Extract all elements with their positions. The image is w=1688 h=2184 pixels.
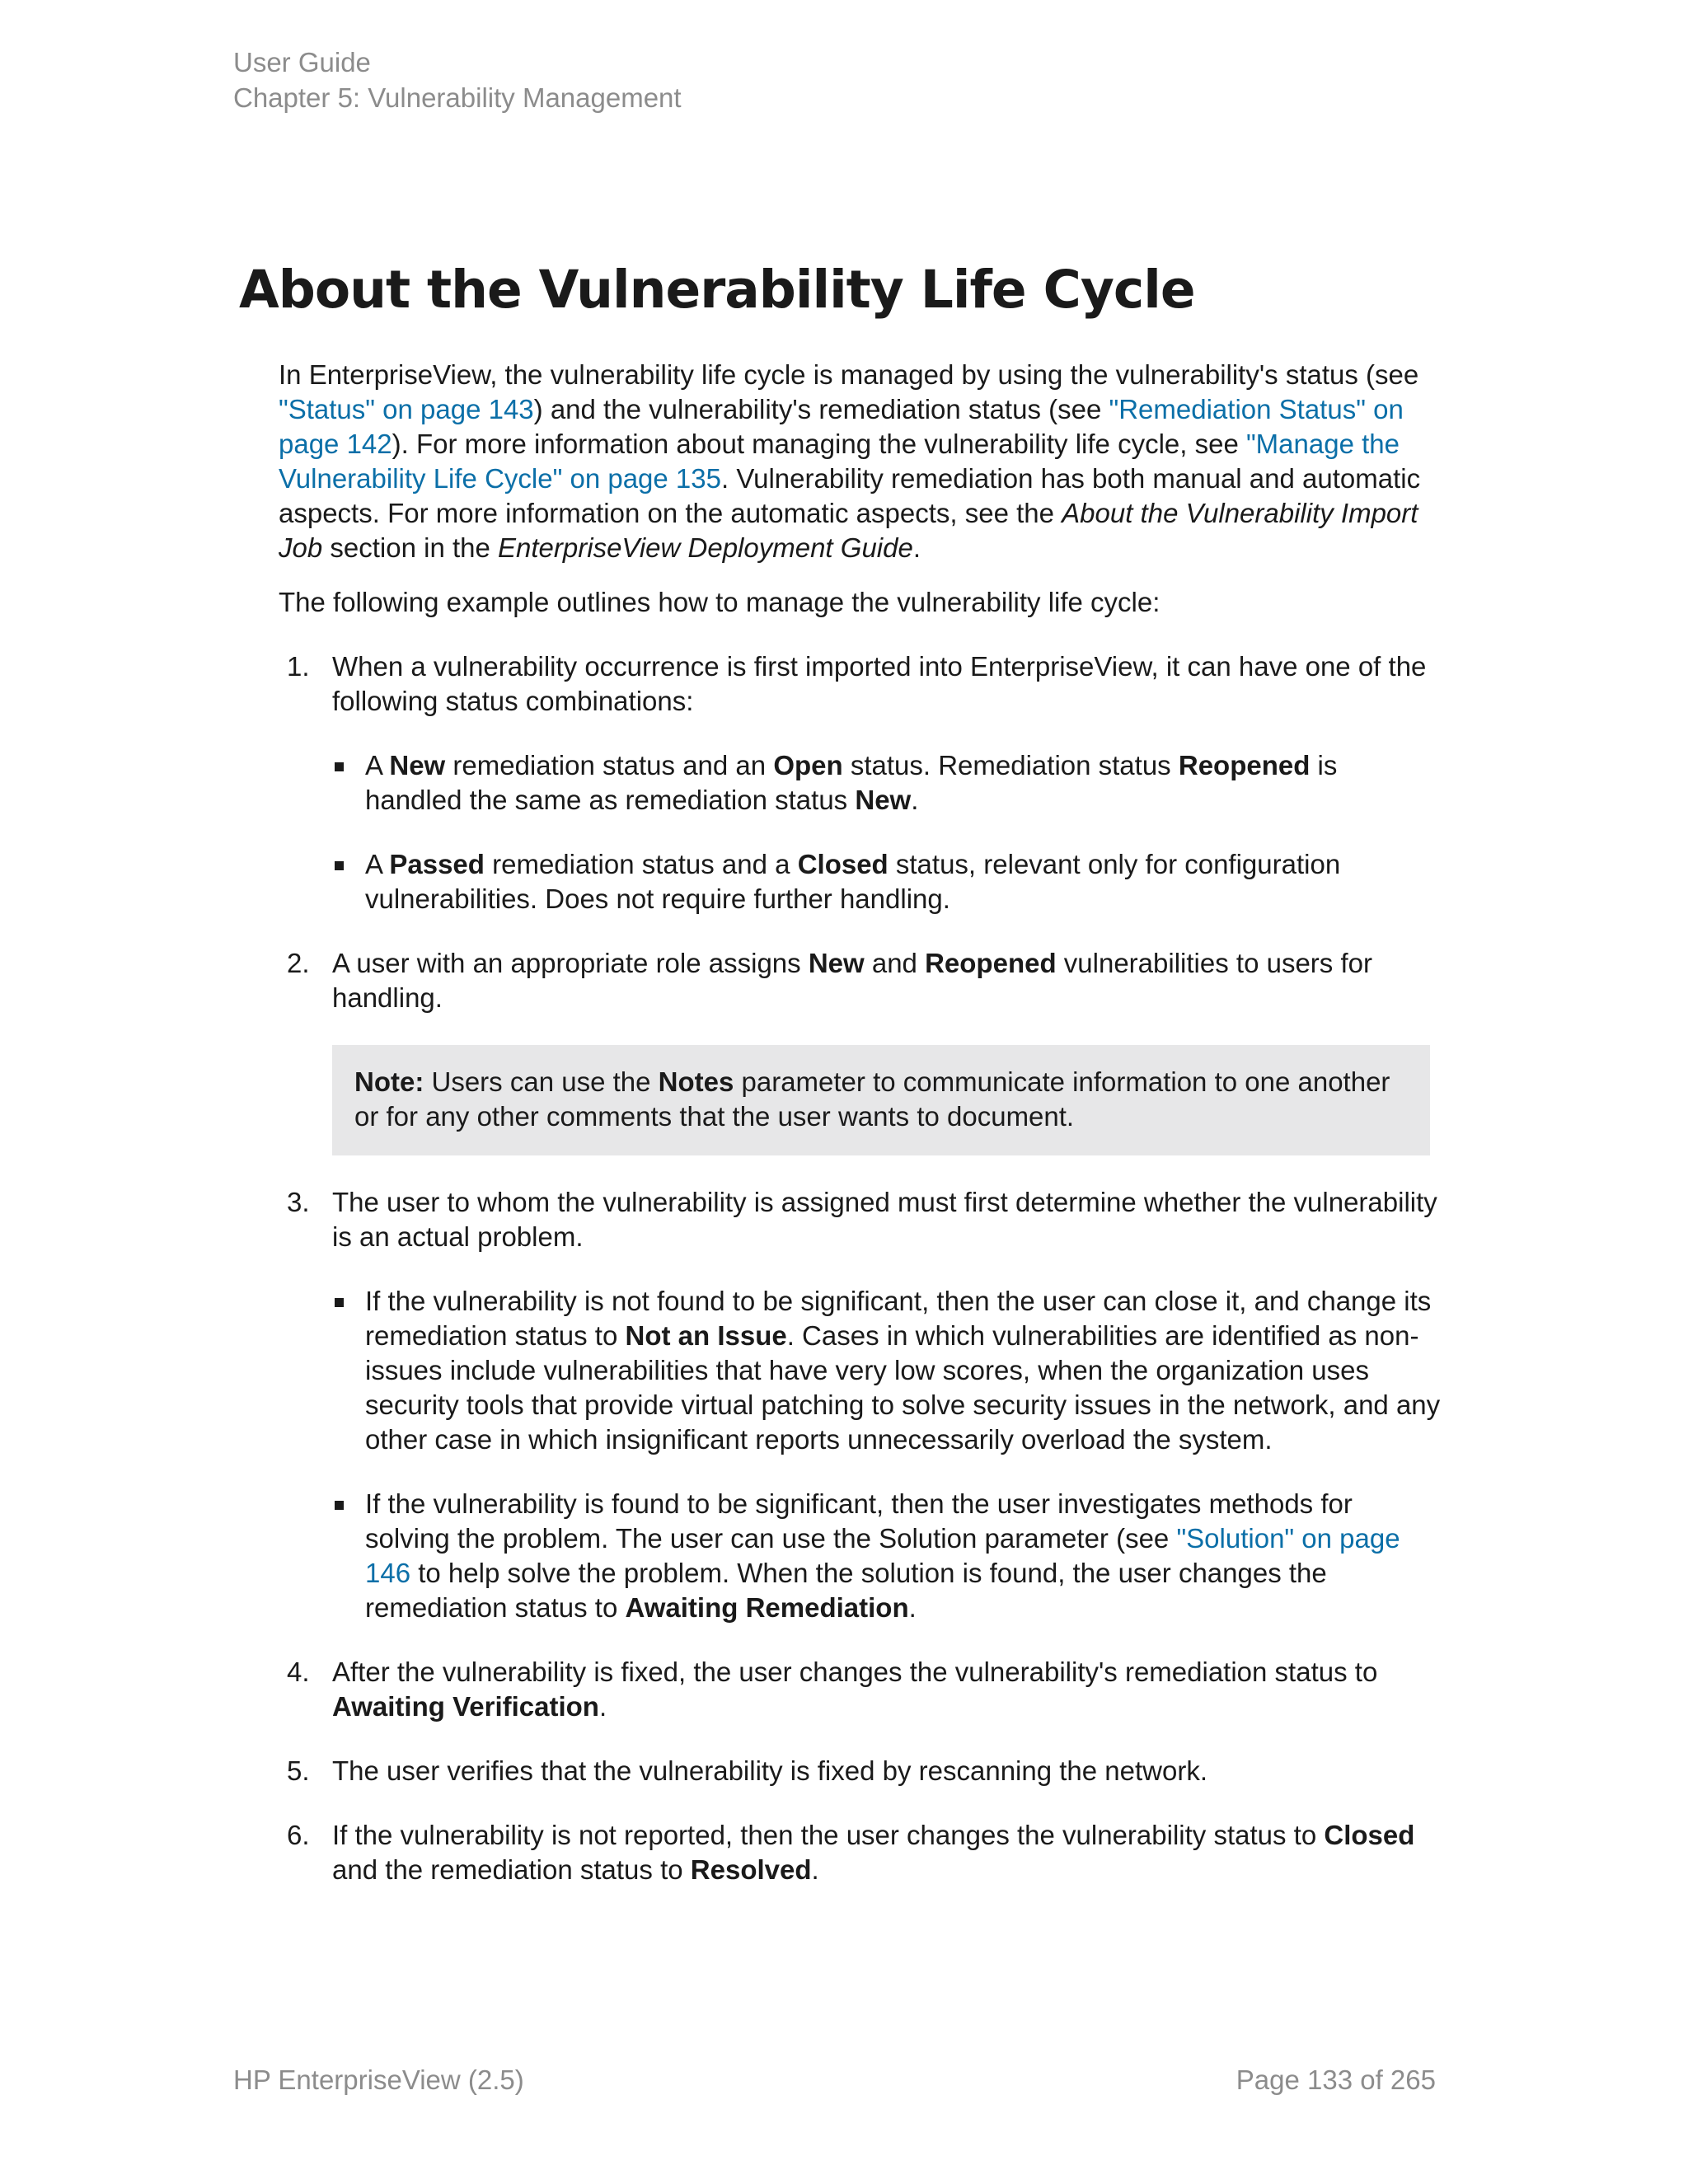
square-bullet-icon — [335, 1501, 344, 1510]
deployment-guide-reference: EnterpriseView Deployment Guide — [498, 532, 913, 563]
step-number: 2. — [287, 948, 310, 978]
square-bullet-icon — [335, 1298, 344, 1307]
remediation-status-link[interactable]: "Remediation Status" on page 142 — [279, 394, 1404, 459]
list-item: A New remediation status and an Open status. Remediation status Reopened is handled the same as remediation status New. — [332, 748, 1441, 818]
step-number: 6. — [287, 1820, 310, 1850]
steps-list — [279, 649, 1441, 1887]
intro-text-3: ). For more information about managing the vulnerability life cycle, see — [392, 429, 1246, 459]
footer-product: HP EnterpriseView (2.5) — [233, 2064, 524, 2095]
step-5 — [279, 1754, 1441, 1788]
manage-life-cycle-link[interactable]: "Manage the Vulnerability Life Cycle" on page 135 — [279, 429, 1400, 494]
page-title: About the Vulnerability Life Cycle — [239, 260, 1195, 320]
footer-page-number: Page 133 of 265 — [1236, 2064, 1436, 2095]
bullet-list — [332, 1284, 1441, 1625]
step-number: 1. — [287, 651, 310, 682]
square-bullet-icon — [335, 861, 344, 870]
intro-text-6: . — [912, 532, 921, 563]
step-number: 5. — [287, 1755, 310, 1786]
chapter-title: Chapter 5: Vulnerability Management — [233, 82, 682, 113]
intro-text-1: In EnterpriseView, the vulnerability life cycle is managed by using the vulnerability's status (see — [279, 359, 1419, 390]
status-link[interactable]: "Status" on page 143 — [279, 394, 534, 424]
intro-text-4: . Vulnerability remediation has both manual and automatic aspects. For more information on the automatic aspects, see the — [279, 463, 1421, 528]
step-text: When a vulnerability occurrence is first imported into EnterpriseView, it can have one of the following status combinations: — [332, 651, 1427, 716]
running-header — [233, 45, 682, 115]
step-4: 4. After the vulnerability is fixed, the user changes the vulnerability's remediation status to Awaiting Verification. — [287, 1657, 1378, 1722]
step-1 — [279, 649, 1441, 916]
note-label: Note: — [354, 1066, 424, 1097]
step-3 — [279, 1185, 1441, 1625]
step-number: 3. — [287, 1187, 310, 1217]
guide-title: User Guide — [233, 47, 371, 77]
intro-text-5: section in the — [322, 532, 499, 563]
step-2: 2. A user with an appropriate role assigns New and Reopened vulnerabilities to users for handling. Note: Users can use the Notes parameter to communicate information to one another or for any other comments that the user wants to document. — [279, 946, 1441, 1155]
step-text: The user to whom the vulnerability is assigned must first determine whether the vulnerability is an actual problem. — [332, 1187, 1437, 1252]
step-number: 4. — [287, 1657, 310, 1687]
lead-paragraph: The following example outlines how to manage the vulnerability life cycle: — [279, 587, 1160, 617]
document-body — [279, 358, 1441, 1917]
list-item: If the vulnerability is not found to be significant, then the user can close it, and change its remediation status to Not an Issue. Cases in which vulnerabilities are identified as non-issues include vulnerabilities that have very low scores, when the organization uses security tools that provide virtual patching to solve security issues in the network, and any other case in which insignificant reports unnecessarily overload the system. — [332, 1284, 1441, 1457]
intro-paragraph — [279, 358, 1441, 565]
step-text: The user verifies that the vulnerability is fixed by rescanning the network. — [332, 1755, 1208, 1786]
list-item: A Passed remediation status and a Closed status, relevant only for configuration vulnerabilities. Does not require further handling. — [332, 847, 1441, 916]
step-6: 6. If the vulnerability is not reported, then the user changes the vulnerability status to Closed and the remediation status to Resolved. — [287, 1820, 1415, 1885]
square-bullet-icon — [335, 762, 344, 771]
import-job-reference: About the Vulnerability Import Job — [279, 498, 1418, 563]
intro-text-2: ) and the vulnerability's remediation status (see — [533, 394, 1109, 424]
note-box: Note: Users can use the Notes parameter to communicate information to one another or for any other comments that the user wants to document. — [332, 1045, 1430, 1155]
list-item: If the vulnerability is found to be significant, then the user investigates methods for solving the problem. The user can use the Solution parameter (see "Solution" on page 146 to help solve the problem. When the solution is found, the user changes the remediation status to Awaiting Remediation. — [332, 1487, 1441, 1625]
bullet-list — [332, 748, 1441, 916]
solution-link[interactable]: "Solution" on page 146 — [365, 1523, 1400, 1588]
